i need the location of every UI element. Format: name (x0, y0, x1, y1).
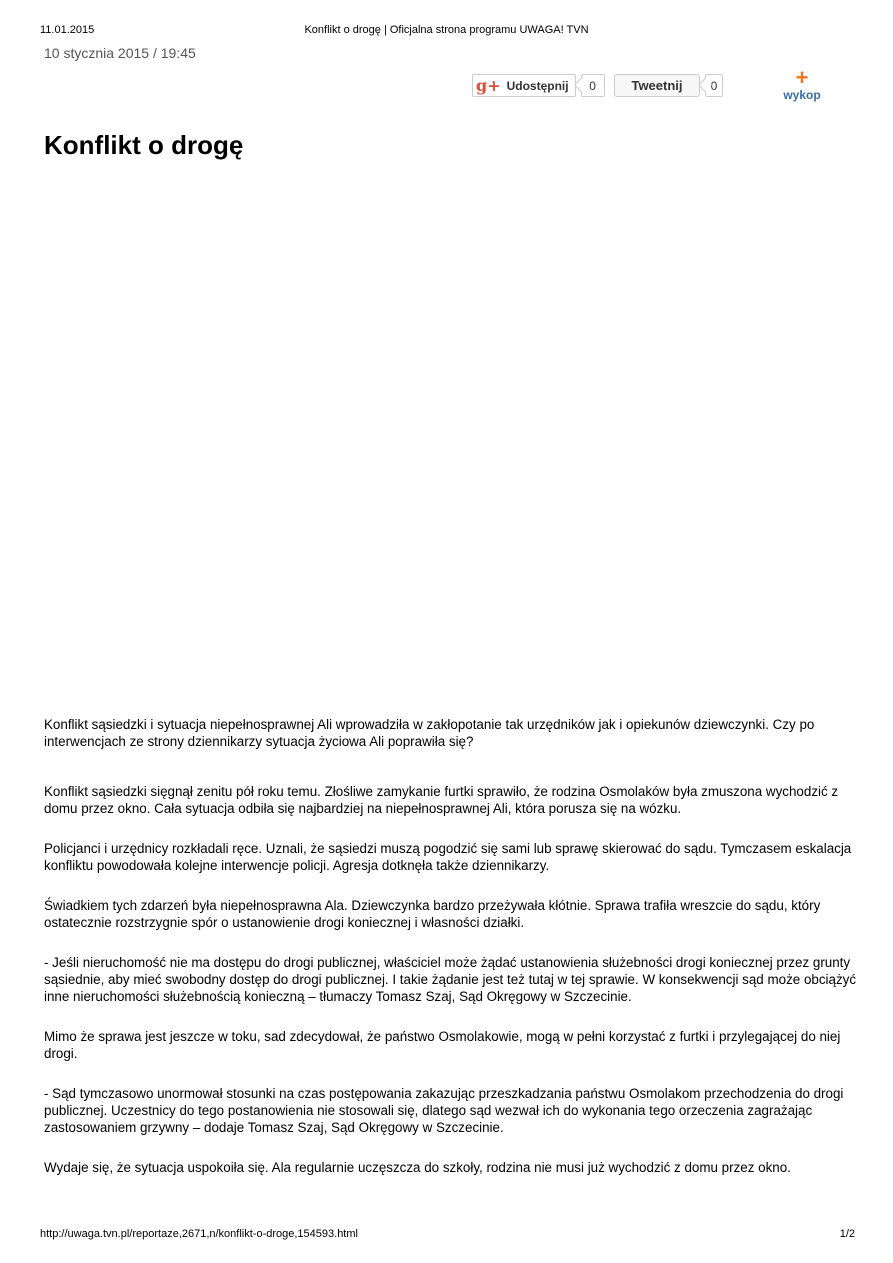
article-paragraph: Świadkiem tych zdarzeń była niepełnosprawna Ala. Dziewczynka bardzo przeżywała kłótnie. Sprawa trafiła wreszcie do sądu, który ostatecznie rozstrzygnie spór o ustanowienie drogi koniecznej i własności działki. (44, 898, 821, 930)
article-paragraph: Wydaje się, że sytuacja uspokoiła się. Ala regularnie uczęszcza do szkoły, rodzina nie musi już wychodzić z domu przez okno. (44, 1160, 791, 1175)
article-paragraph: - Jeśli nieruchomość nie ma dostępu do drogi publicznej, właściciel może żądać ustanowienia służebności drogi koniecznej przez grunty sąsiednie, aby mieć swobodny dostęp do drogi publicznej. I takie żądanie jest też tutaj w tej sprawie. W konsekwencji sąd może obciążyć inne nieruchomości służebnością konieczną – tłumaczy Tomasz Szaj, Sąd Okręgowy w Szczecinie. (44, 955, 857, 1004)
gplus-share-label: Udostępnij (506, 78, 569, 93)
tweet-button[interactable]: Tweetnij (614, 74, 700, 97)
gplus-share-button[interactable] (472, 74, 576, 97)
wykop-button[interactable] (780, 65, 824, 102)
article-paragraph: Mimo że sprawa jest jeszcze w toku, sad zdecydował, że państwo Osmolakowie, mogą w pełni korzystać z furtki i przylegającej do niej drogi. (44, 1029, 841, 1061)
tweet-count: 0 (705, 74, 723, 97)
google-plus-icon: g+ (476, 76, 501, 95)
article-paragraph: Konflikt sąsiedzki sięgnął zenitu pół roku temu. Złośliwe zamykanie furtki sprawiło, że rodzina Osmolaków była zmuszona wychodzić z domu przez okno. Cała sytuacja odbiła się najbardziej na niepełnosprawnej Ali, która porusza się na wózku. (44, 784, 839, 816)
print-header-title: Konflikt o drogę | Oficjalna strona programu UWAGA! TVN (304, 24, 589, 36)
article-body (44, 716, 859, 1176)
gplus-share-widget (472, 74, 605, 97)
article-paragraph: - Sąd tymczasowo unormował stosunki na czas postępowania zakazując przeszkadzania państwu Osmolakom przechodzenia do drogi publicznej. Uczestnicy do tego postanowienia nie stosowali się, dlatego sąd wezwał ich do wykonania tego orzeczenia zagrażając zastosowaniem grzywny – dodaje Tomasz Szaj, Sąd Okręgowy w Szczecinie. (44, 1086, 844, 1135)
wykop-plus-icon: + (795, 65, 809, 90)
print-header-date: 11.01.2015 (40, 24, 95, 36)
article-title: Konflikt o drogę (44, 130, 244, 160)
tweet-widget (614, 74, 723, 97)
publish-date: 10 stycznia 2015 / 19:45 (44, 45, 196, 61)
print-footer-url: http://uwaga.tvn.pl/reportaze,2671,n/konflikt-o-droge,154593.html (40, 1228, 358, 1240)
wykop-label: wykop (783, 88, 821, 102)
article-paragraph: Policjanci i urzędnicy rozkładali ręce. Uznali, że sąsiedzi muszą pogodzić się sami lub sprawę skierować do sądu. Tymczasem eskalacja konfliktu powodowała kolejne interwencje policji. Agresja dotknęła także dziennikarzy. (44, 841, 852, 873)
gplus-share-count: 0 (581, 74, 605, 97)
print-footer-page-number: 1/2 (839, 1228, 855, 1240)
article-lead: Konflikt sąsiedzki i sytuacja niepełnosprawnej Ali wprowadziła w zakłopotanie tak urzędników jak i opiekunów dziewczynki. Czy po interwencjach ze strony dziennikarzy sytuacja życiowa Ali poprawiła się? (44, 717, 815, 749)
